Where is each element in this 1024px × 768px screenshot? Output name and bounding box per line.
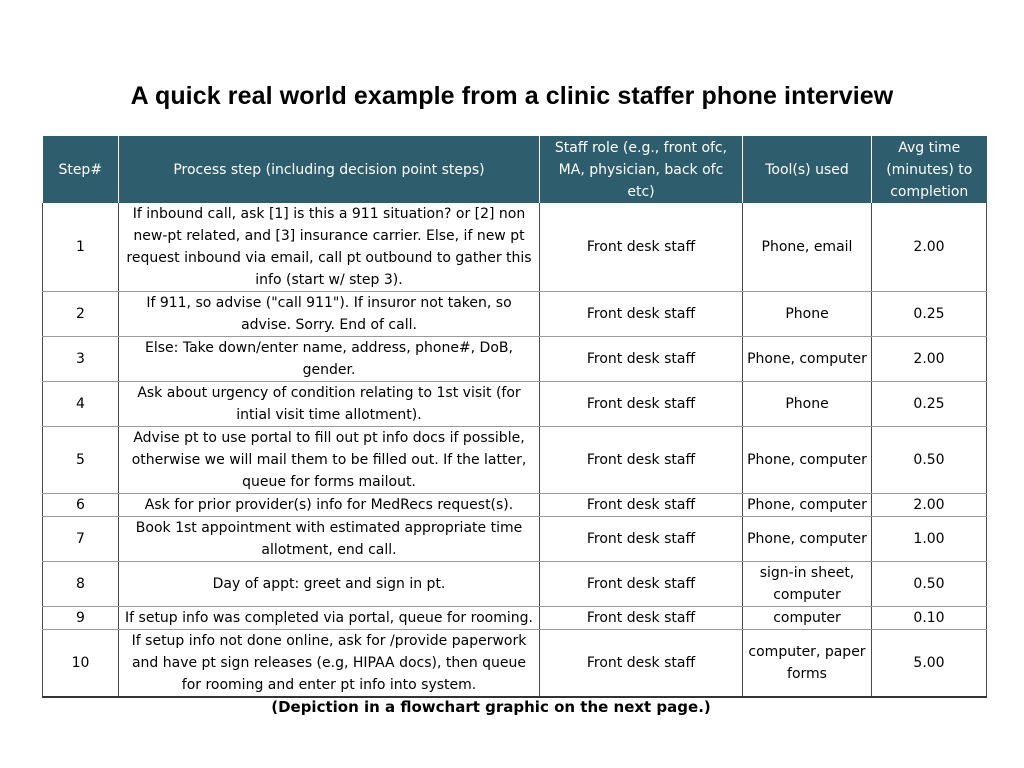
process-step: If 911, so advise ("call 911"). If insuror not taken, so advise. Sorry. End of call. bbox=[119, 292, 540, 337]
staff-role: Front desk staff bbox=[540, 517, 743, 562]
header-avg-time: Avg time (minutes) to completion bbox=[872, 136, 987, 203]
header-process-step: Process step (including decision point steps) bbox=[119, 136, 540, 203]
step-number: 8 bbox=[43, 562, 119, 607]
avg-time: 1.00 bbox=[872, 517, 987, 562]
step-number: 4 bbox=[43, 382, 119, 427]
tools-used: Phone bbox=[743, 292, 872, 337]
avg-time: 0.10 bbox=[872, 607, 987, 630]
process-step: Book 1st appointment with estimated appropriate time allotment, end call. bbox=[119, 517, 540, 562]
step-number: 9 bbox=[43, 607, 119, 630]
process-step: Else: Take down/enter name, address, phone#, DoB, gender. bbox=[119, 337, 540, 382]
table-row bbox=[43, 292, 987, 337]
header-step: Step# bbox=[43, 136, 119, 203]
tools-used: Phone, computer bbox=[743, 337, 872, 382]
staff-role: Front desk staff bbox=[540, 607, 743, 630]
tools-used: Phone, computer bbox=[743, 427, 872, 494]
staff-role: Front desk staff bbox=[540, 427, 743, 494]
tools-used: Phone, computer bbox=[743, 494, 872, 517]
tools-used: computer, paper forms bbox=[743, 630, 872, 698]
staff-role: Front desk staff bbox=[540, 494, 743, 517]
tools-used: Phone bbox=[743, 382, 872, 427]
process-step: Advise pt to use portal to fill out pt info docs if possible, otherwise we will mail them to be filled out. If the latter, queue for forms mailout. bbox=[119, 427, 540, 494]
process-step: If setup info not done online, ask for /provide paperwork and have pt sign releases (e.g, HIPAA docs), then queue for rooming and enter pt info into system. bbox=[119, 630, 540, 698]
header-staff-role: Staff role (e.g., front ofc, MA, physician, back ofc etc) bbox=[540, 136, 743, 203]
footnote: (Depiction in a flowchart graphic on the next page.) bbox=[271, 698, 711, 716]
page-title: A quick real world example from a clinic staffer phone interview bbox=[130, 82, 894, 110]
table-row bbox=[43, 203, 987, 292]
avg-time: 0.25 bbox=[872, 382, 987, 427]
avg-time: 2.00 bbox=[872, 337, 987, 382]
avg-time: 0.50 bbox=[872, 562, 987, 607]
process-step: Ask for prior provider(s) info for MedRecs request(s). bbox=[119, 494, 540, 517]
table-header-row bbox=[43, 136, 987, 203]
tools-used: Phone, computer bbox=[743, 517, 872, 562]
staff-role: Front desk staff bbox=[540, 203, 743, 292]
staff-role: Front desk staff bbox=[540, 630, 743, 698]
avg-time: 0.50 bbox=[872, 427, 987, 494]
table-row bbox=[43, 562, 987, 607]
staff-role: Front desk staff bbox=[540, 382, 743, 427]
step-number: 10 bbox=[43, 630, 119, 698]
step-number: 2 bbox=[43, 292, 119, 337]
step-number: 3 bbox=[43, 337, 119, 382]
tools-used: computer bbox=[743, 607, 872, 630]
staff-role: Front desk staff bbox=[540, 292, 743, 337]
process-table bbox=[42, 136, 987, 698]
process-step: If setup info was completed via portal, queue for rooming. bbox=[119, 607, 540, 630]
tools-used: sign-in sheet, computer bbox=[743, 562, 872, 607]
step-number: 7 bbox=[43, 517, 119, 562]
table-row bbox=[43, 517, 987, 562]
avg-time: 0.25 bbox=[872, 292, 987, 337]
table-row bbox=[43, 630, 987, 698]
process-step: If inbound call, ask [1] is this a 911 situation? or [2] non new-pt related, and [3] insurance carrier. Else, if new pt request inbound via email, call pt outbound to gather this info (start w/ step 3). bbox=[119, 203, 540, 292]
table-row bbox=[43, 382, 987, 427]
staff-role: Front desk staff bbox=[540, 337, 743, 382]
staff-role: Front desk staff bbox=[540, 562, 743, 607]
avg-time: 5.00 bbox=[872, 630, 987, 698]
process-step: Ask about urgency of condition relating to 1st visit (for intial visit time allotment). bbox=[119, 382, 540, 427]
step-number: 1 bbox=[43, 203, 119, 292]
table-row bbox=[43, 427, 987, 494]
step-number: 5 bbox=[43, 427, 119, 494]
table-row bbox=[43, 494, 987, 517]
header-tools-used: Tool(s) used bbox=[743, 136, 872, 203]
table-row bbox=[43, 337, 987, 382]
table-row bbox=[43, 607, 987, 630]
avg-time: 2.00 bbox=[872, 203, 987, 292]
tools-used: Phone, email bbox=[743, 203, 872, 292]
step-number: 6 bbox=[43, 494, 119, 517]
process-step: Day of appt: greet and sign in pt. bbox=[119, 562, 540, 607]
avg-time: 2.00 bbox=[872, 494, 987, 517]
